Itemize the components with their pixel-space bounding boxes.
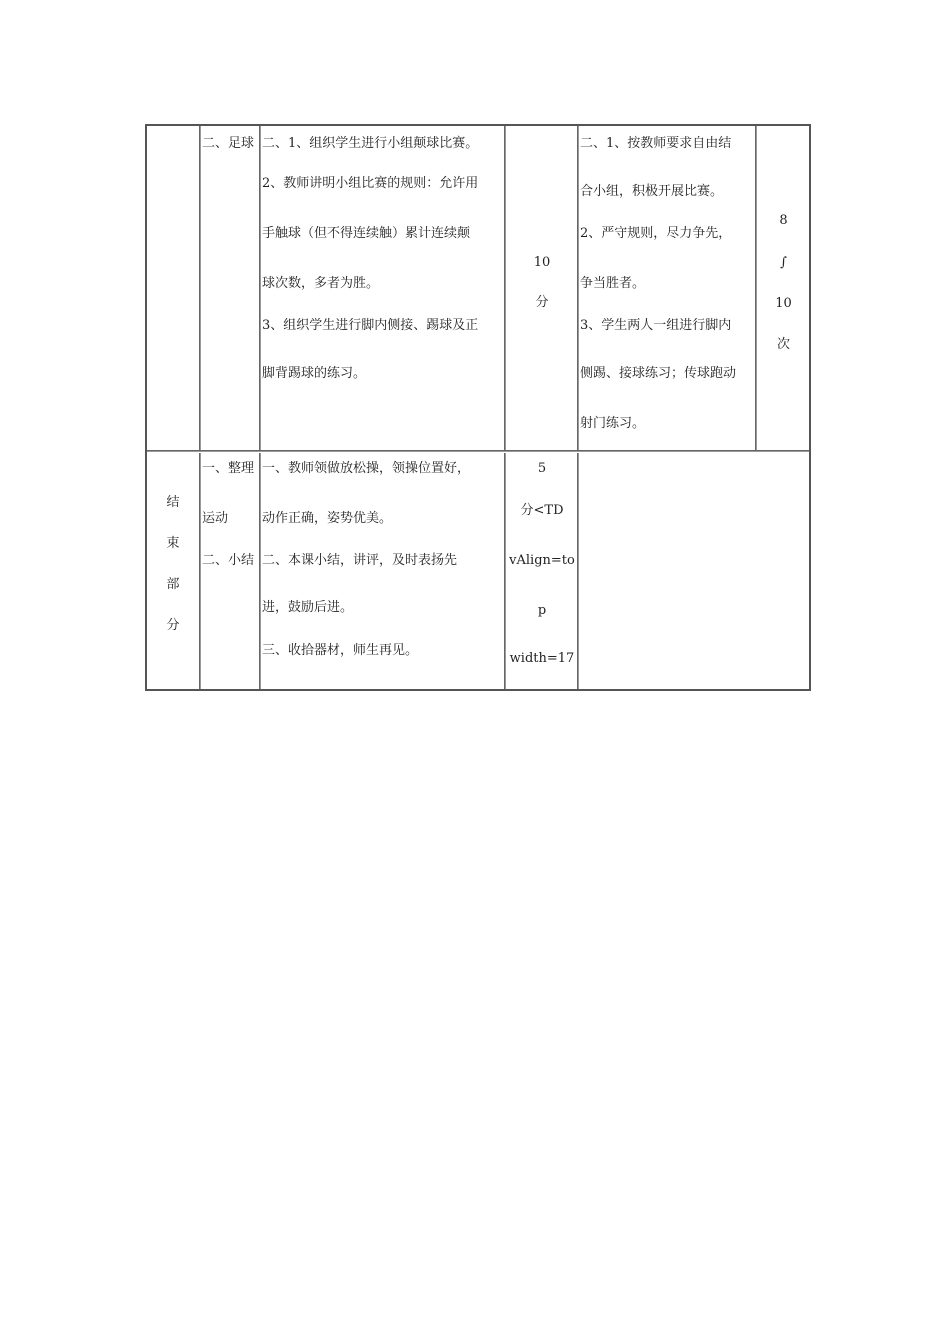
time-line: 5 <box>537 461 547 476</box>
row-divider <box>147 450 809 452</box>
row2-content-cell <box>202 453 259 689</box>
lesson-plan-table <box>145 124 811 691</box>
row1-time-cell <box>507 126 577 450</box>
teacher-activity-line: 二、本课小结，讲评，及时表扬先 <box>262 553 458 568</box>
column-divider <box>577 453 579 689</box>
student-activity-line: 二、1、按教师要求自由结 <box>580 136 732 151</box>
content-line: 二、小结 <box>202 553 255 568</box>
count-line: 次 <box>776 337 790 352</box>
count-line: ∫ <box>780 255 787 270</box>
column-divider <box>199 453 201 689</box>
count-line: 8 <box>779 213 788 228</box>
column-divider <box>504 126 506 451</box>
time-line: 分 <box>535 295 549 310</box>
section-label-char: 部 <box>166 577 180 592</box>
section-label-char: 分 <box>166 618 180 633</box>
teacher-activity-line: 二、1、组织学生进行小组颠球比赛。 <box>262 136 479 151</box>
teacher-activity-line: 进，鼓励后进。 <box>262 600 354 615</box>
row1-count-cell <box>758 126 809 450</box>
section-label-char: 束 <box>166 536 180 551</box>
teacher-activity-line: 手触球（但不得连续触）累计连续颠 <box>262 226 471 241</box>
teacher-activity-line: 一、教师领做放松操，领操位置好， <box>262 461 471 476</box>
column-divider <box>504 453 506 689</box>
time-line: width=17 <box>509 651 575 666</box>
row2-teacher-activity-cell <box>262 453 504 689</box>
student-activity-line: 射门练习。 <box>580 416 646 431</box>
teacher-activity-line: 脚背踢球的练习。 <box>262 366 367 381</box>
row1-content-cell <box>202 126 259 450</box>
teacher-activity-line: 2、教师讲明小组比赛的规则：允许用 <box>262 176 479 191</box>
content-line: 一、整理 <box>202 461 255 476</box>
column-divider <box>755 126 757 451</box>
time-line: 10 <box>533 255 551 270</box>
time-line: vAlign=to <box>509 553 575 568</box>
column-divider <box>199 126 201 451</box>
row2-section-cell <box>147 453 199 689</box>
row2-student-activity-cell <box>580 453 809 689</box>
content-line: 二、足球 <box>202 136 255 151</box>
row1-section-cell <box>147 126 199 450</box>
time-line: p <box>537 603 547 618</box>
time-line: 分<TD <box>520 503 564 518</box>
student-activity-line: 3、学生两人一组进行脚内 <box>580 318 732 333</box>
section-label-char: 结 <box>166 495 180 510</box>
student-activity-line: 2、严守规则，尽力争先， <box>580 226 732 241</box>
column-divider <box>259 126 261 451</box>
count-line: 10 <box>775 296 792 311</box>
content-line: 运动 <box>202 511 229 526</box>
column-divider <box>577 126 579 451</box>
student-activity-line: 侧踢、接球练习；传球跑动 <box>580 366 737 381</box>
row2-time-cell <box>507 453 577 689</box>
student-activity-line: 争当胜者。 <box>580 276 646 291</box>
row1-student-activity-cell <box>580 126 755 450</box>
teacher-activity-line: 3、组织学生进行脚内侧接、踢球及正 <box>262 318 479 333</box>
row1-teacher-activity-cell <box>262 126 504 450</box>
student-activity-line: 合小组，积极开展比赛。 <box>580 184 724 199</box>
teacher-activity-line: 动作正确，姿势优美。 <box>262 511 393 526</box>
column-divider <box>259 453 261 689</box>
teacher-activity-line: 三、收拾器材，师生再见。 <box>262 643 419 658</box>
teacher-activity-line: 球次数，多者为胜。 <box>262 276 380 291</box>
